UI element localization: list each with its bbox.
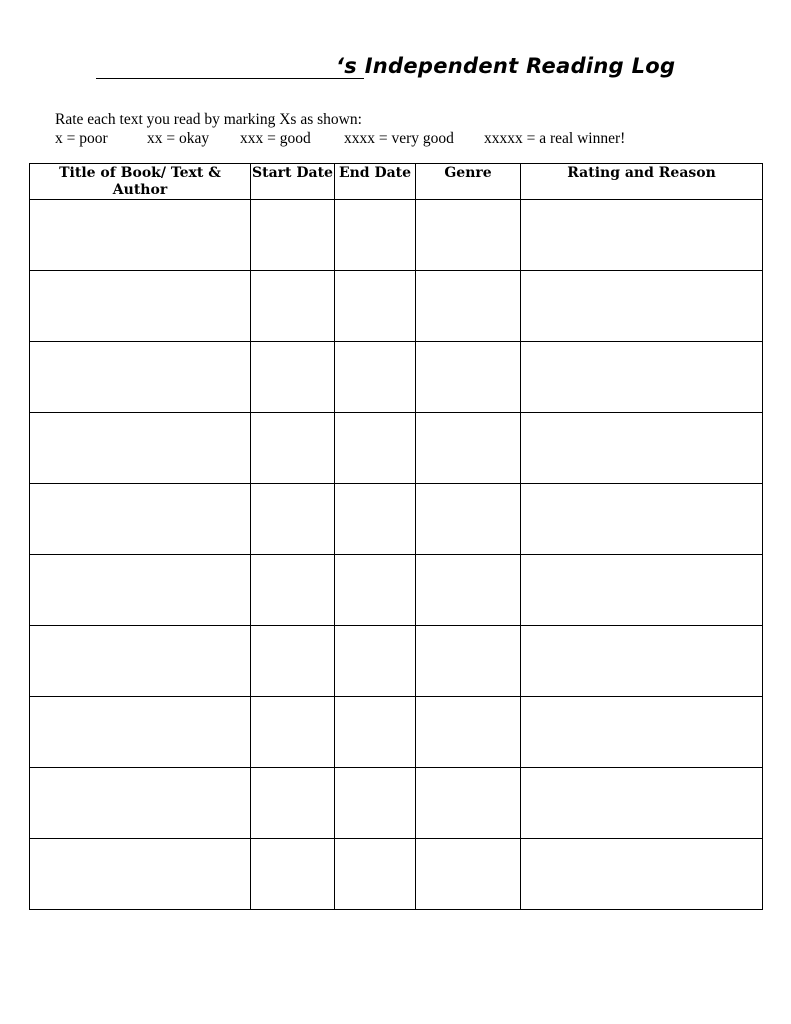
- rating-key: xxx = good: [240, 130, 311, 147]
- table-row: [30, 697, 763, 768]
- table-row: [30, 555, 763, 626]
- start-date-cell[interactable]: [251, 697, 335, 768]
- table-row: [30, 484, 763, 555]
- start-date-cell[interactable]: [251, 555, 335, 626]
- column-header-rating: Rating and Reason: [521, 164, 763, 200]
- start-date-cell[interactable]: [251, 342, 335, 413]
- start-date-cell[interactable]: [251, 413, 335, 484]
- column-header-start-date: Start Date: [251, 164, 335, 200]
- rating-instructions: [55, 110, 625, 148]
- rating-key-list: [55, 129, 625, 148]
- table-row: [30, 768, 763, 839]
- genre-cell[interactable]: [416, 271, 521, 342]
- end-date-cell[interactable]: [335, 271, 416, 342]
- genre-cell[interactable]: [416, 626, 521, 697]
- rating-key: x = poor: [55, 130, 108, 147]
- rating-cell[interactable]: [521, 200, 763, 271]
- rating-cell[interactable]: [521, 768, 763, 839]
- title-cell[interactable]: [30, 413, 251, 484]
- title-cell[interactable]: [30, 697, 251, 768]
- table-row: [30, 413, 763, 484]
- genre-cell[interactable]: [416, 200, 521, 271]
- table-row: [30, 200, 763, 271]
- title-cell[interactable]: [30, 555, 251, 626]
- rating-cell[interactable]: [521, 342, 763, 413]
- title-cell[interactable]: [30, 626, 251, 697]
- start-date-cell[interactable]: [251, 839, 335, 910]
- student-name-line[interactable]: [96, 78, 364, 79]
- table-row: [30, 342, 763, 413]
- title-cell[interactable]: [30, 768, 251, 839]
- genre-cell[interactable]: [416, 413, 521, 484]
- rating-cell[interactable]: [521, 271, 763, 342]
- table-row: [30, 271, 763, 342]
- rating-cell[interactable]: [521, 839, 763, 910]
- genre-cell[interactable]: [416, 342, 521, 413]
- column-header-title: Title of Book/ Text & Author: [30, 164, 251, 200]
- title-cell[interactable]: [30, 342, 251, 413]
- genre-cell[interactable]: [416, 839, 521, 910]
- title-cell[interactable]: [30, 271, 251, 342]
- end-date-cell[interactable]: [335, 413, 416, 484]
- end-date-cell[interactable]: [335, 484, 416, 555]
- rating-cell[interactable]: [521, 413, 763, 484]
- start-date-cell[interactable]: [251, 484, 335, 555]
- column-header-end-date: End Date: [335, 164, 416, 200]
- column-header-genre: Genre: [416, 164, 521, 200]
- table-row: [30, 839, 763, 910]
- rating-key: xx = okay: [147, 130, 210, 147]
- end-date-cell[interactable]: [335, 839, 416, 910]
- instructions-text: Rate each text you read by marking Xs as shown:: [55, 111, 362, 128]
- title-cell[interactable]: [30, 484, 251, 555]
- start-date-cell[interactable]: [251, 768, 335, 839]
- end-date-cell[interactable]: [335, 626, 416, 697]
- reading-log-table: [29, 163, 763, 910]
- title-cell[interactable]: [30, 200, 251, 271]
- rating-cell[interactable]: [521, 697, 763, 768]
- start-date-cell[interactable]: [251, 626, 335, 697]
- start-date-cell[interactable]: [251, 200, 335, 271]
- genre-cell[interactable]: [416, 484, 521, 555]
- page-header: [96, 52, 736, 88]
- title-cell[interactable]: [30, 839, 251, 910]
- end-date-cell[interactable]: [335, 768, 416, 839]
- table-row: [30, 626, 763, 697]
- rating-cell[interactable]: [521, 484, 763, 555]
- genre-cell[interactable]: [416, 555, 521, 626]
- genre-cell[interactable]: [416, 768, 521, 839]
- end-date-cell[interactable]: [335, 342, 416, 413]
- rating-key: xxxx = very good: [344, 130, 454, 147]
- end-date-cell[interactable]: [335, 200, 416, 271]
- rating-key: xxxxx = a real winner!: [484, 130, 626, 147]
- rating-cell[interactable]: [521, 555, 763, 626]
- start-date-cell[interactable]: [251, 271, 335, 342]
- end-date-cell[interactable]: [335, 555, 416, 626]
- table-header-row: [30, 164, 763, 200]
- page-title: ‘s Independent Reading Log: [336, 54, 676, 78]
- rating-cell[interactable]: [521, 626, 763, 697]
- genre-cell[interactable]: [416, 697, 521, 768]
- end-date-cell[interactable]: [335, 697, 416, 768]
